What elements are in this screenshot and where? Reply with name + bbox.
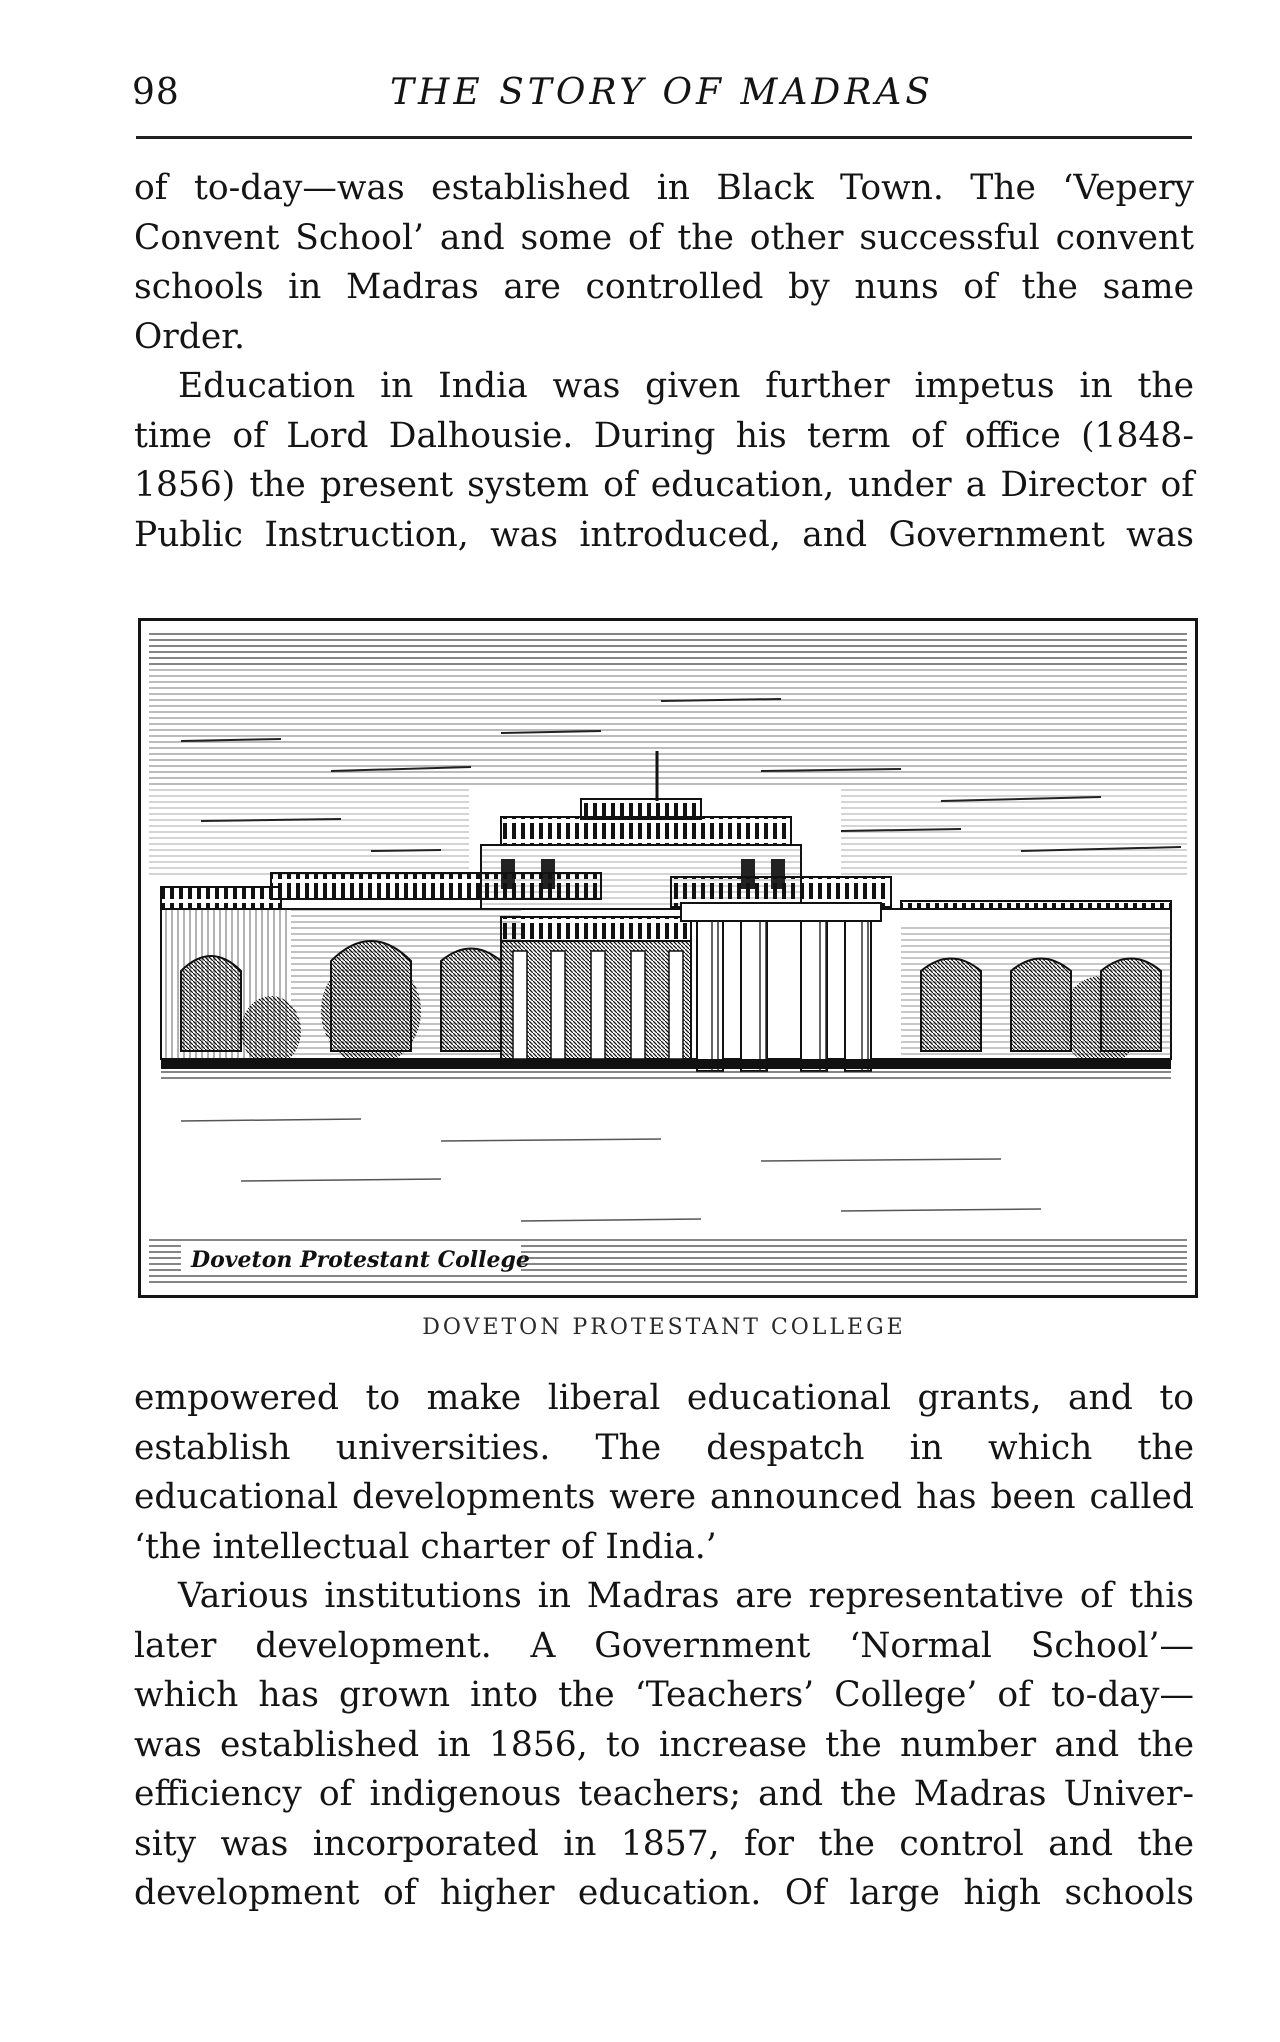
upper-balustrade (501, 817, 791, 847)
text-line: of to-day—was established in Black Town. The ‘Vepery (134, 168, 1194, 208)
text-line: was established in 1856, to increase the number and the (134, 1724, 1194, 1765)
engraving-drawing (141, 621, 1195, 1295)
text-line: schools in Madras are controlled by nuns of the same (134, 267, 1194, 307)
text-line: Order. (134, 316, 245, 357)
college-illustration (138, 618, 1198, 1298)
header-rule (136, 136, 1192, 139)
page-number: 98 (132, 72, 180, 113)
text-line: time of Lord Dalhousie. During his term of office (1848- (134, 415, 1194, 456)
text-line: later development. A Government ‘Normal School’— (134, 1625, 1194, 1666)
text-line: Public Instruction, was introduced, and Government was (134, 514, 1194, 555)
figure-caption: DOVETON PROTESTANT COLLEGE (422, 1315, 906, 1340)
paragraph-start-line: Various institutions in Madras are representative of this (178, 1576, 1194, 1616)
page-header (132, 72, 1192, 132)
engraved-inscription: Doveton Protestant College (191, 1247, 530, 1273)
text-line: educational developments were announced has been called (134, 1477, 1194, 1517)
text-line: which has grown into the ‘Teachers’ College’ of to-day— (134, 1675, 1194, 1715)
sky-top (149, 629, 1187, 669)
text-line: establish universities. The despatch in which the (134, 1427, 1194, 1468)
ground-lines (181, 1119, 1041, 1221)
left-wing-balustrade (161, 887, 281, 909)
text-line: efficiency of indigenous teachers; and the Madras Univer- (134, 1774, 1194, 1814)
text-line: ‘the intellectual charter of India.’ (134, 1526, 717, 1567)
text-line: empowered to make liberal educational grants, and to (134, 1378, 1194, 1418)
text-line: Convent School’ and some of the other successful convent (134, 217, 1194, 258)
body-text-top (134, 164, 1194, 560)
text-line: 1856) the present system of education, under a Director of (134, 465, 1194, 505)
running-title: THE STORY OF MADRAS (390, 72, 934, 113)
sky-mid (149, 669, 1187, 789)
text-line: development of higher education. Of large high schools (134, 1873, 1194, 1913)
paragraph-start-line: Education in India was given further impetus in the (178, 366, 1194, 406)
text-line: sity was incorporated in 1857, for the control and the (134, 1823, 1194, 1864)
body-text-bottom (134, 1374, 1194, 1919)
